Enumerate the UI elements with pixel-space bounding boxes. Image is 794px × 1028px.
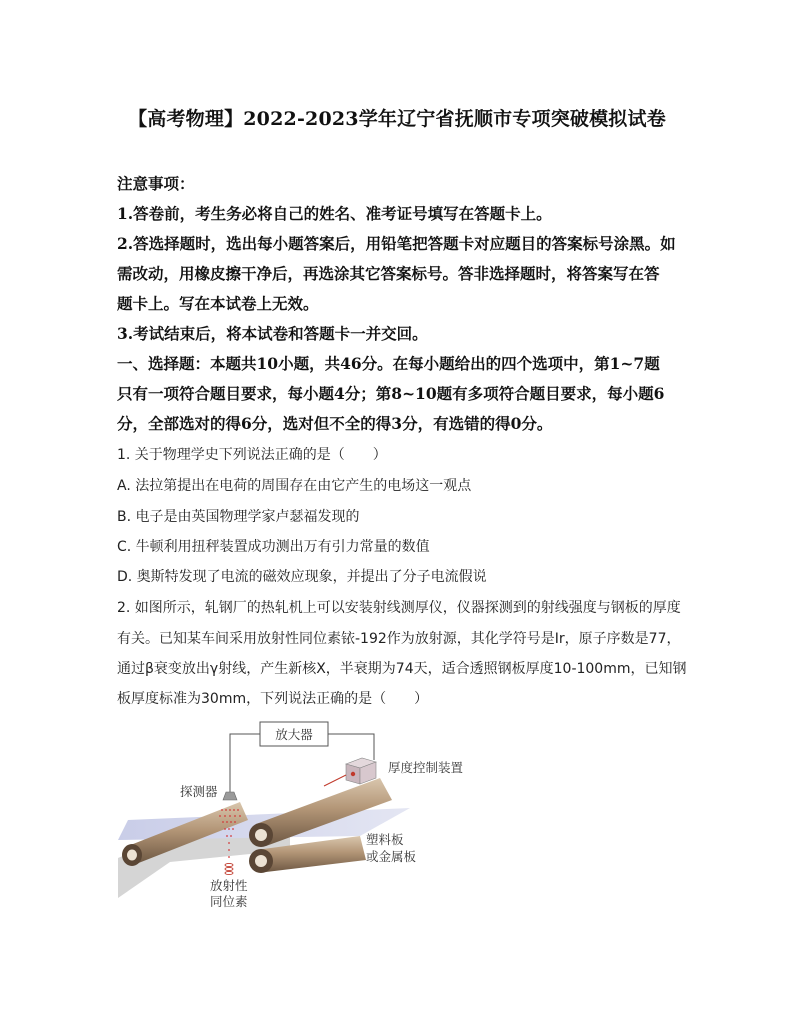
question-1-option-a: A. 法拉第提出在电荷的周围存在由它产生的电场这一观点 xyxy=(117,478,472,494)
notice-heading: 注意事项： xyxy=(117,174,195,193)
notice-item-2-line-3: 题卡上。写在本试卷上无效。 xyxy=(117,294,319,313)
wire-detector xyxy=(230,734,260,796)
upper-roller-hub xyxy=(255,829,267,841)
control-beam xyxy=(324,775,346,786)
detector-icon xyxy=(223,792,237,800)
notice-item-2-line-2: 需改动，用橡皮擦干净后，再选涂其它答案标号。答非选择题时，将答案写在答 xyxy=(117,264,660,283)
detector-label: 探测器 xyxy=(180,784,218,799)
question-2-line-2: 有关。已知某车间采用放射性同位素铱-192作为放射源，其化学符号是Ir，原子序数是77， xyxy=(117,631,681,647)
section-1-line-1: 一、选择题：本题共10小题，共46分。在每小题给出的四个选项中，第1~7题 xyxy=(117,354,660,373)
plate-label-line-2: 或金属板 xyxy=(366,849,417,864)
source-label-line-1: 放射性 xyxy=(210,878,248,893)
radioactive-source-icon xyxy=(225,863,233,874)
question-1-option-d: D. 奥斯特发现了电流的磁效应现象，并提出了分子电流假说 xyxy=(117,569,487,585)
question-2-line-3: 通过β衰变放出γ射线，产生新核X，半衰期为74天，适合透照钢板厚度10-100mm，已知钢 xyxy=(117,661,687,677)
question-1-option-c: C. 牛顿利用扭秤装置成功测出万有引力常量的数值 xyxy=(117,539,430,555)
wire-control xyxy=(328,734,374,760)
page-title: 【高考物理】2022-2023学年辽宁省抚顺市专项突破模拟试卷 xyxy=(128,108,666,130)
lower-roller-hub xyxy=(255,855,267,867)
thickness-control-label: 厚度控制装置 xyxy=(388,760,464,775)
question-2-line-4: 板厚度标准为30mm，下列说法正确的是（ ） xyxy=(117,691,429,707)
control-device-indicator xyxy=(351,772,355,776)
question-2-line-1: 2. 如图所示，轧钢厂的热轧机上可以安装射线测厚仪，仪器探测到的射线强度与钢板的厚度 xyxy=(117,600,681,616)
notice-item-3: 3.考试结束后，将本试卷和答题卡一并交回。 xyxy=(117,324,428,343)
question-1-option-b: B. 电子是由英国物理学家卢瑟福发现的 xyxy=(117,509,360,525)
amplifier-label: 放大器 xyxy=(275,727,313,742)
notice-item-1: 1.答卷前，考生务必将自己的姓名、准考证号填写在答题卡上。 xyxy=(117,204,552,223)
question-1-stem: 1. 关于物理学史下列说法正确的是（ ） xyxy=(117,447,387,463)
source-label-line-2: 同位素 xyxy=(210,894,248,909)
section-1-line-2: 只有一项符合题目要求，每小题4分；第8~10题有多项符合题目要求，每小题6 xyxy=(117,384,665,403)
plate-label-line-1: 塑料板 xyxy=(366,832,404,847)
section-1-line-3: 分，全部选对的得6分，选对但不全的得3分，有选错的得0分。 xyxy=(117,414,553,433)
notice-item-2-line-1: 2.答选择题时，选出每小题答案后，用铅笔把答题卡对应题目的答案标号涂黑。如 xyxy=(117,234,676,253)
left-roller-hub xyxy=(127,850,137,861)
rolling-mill-figure xyxy=(110,712,464,912)
